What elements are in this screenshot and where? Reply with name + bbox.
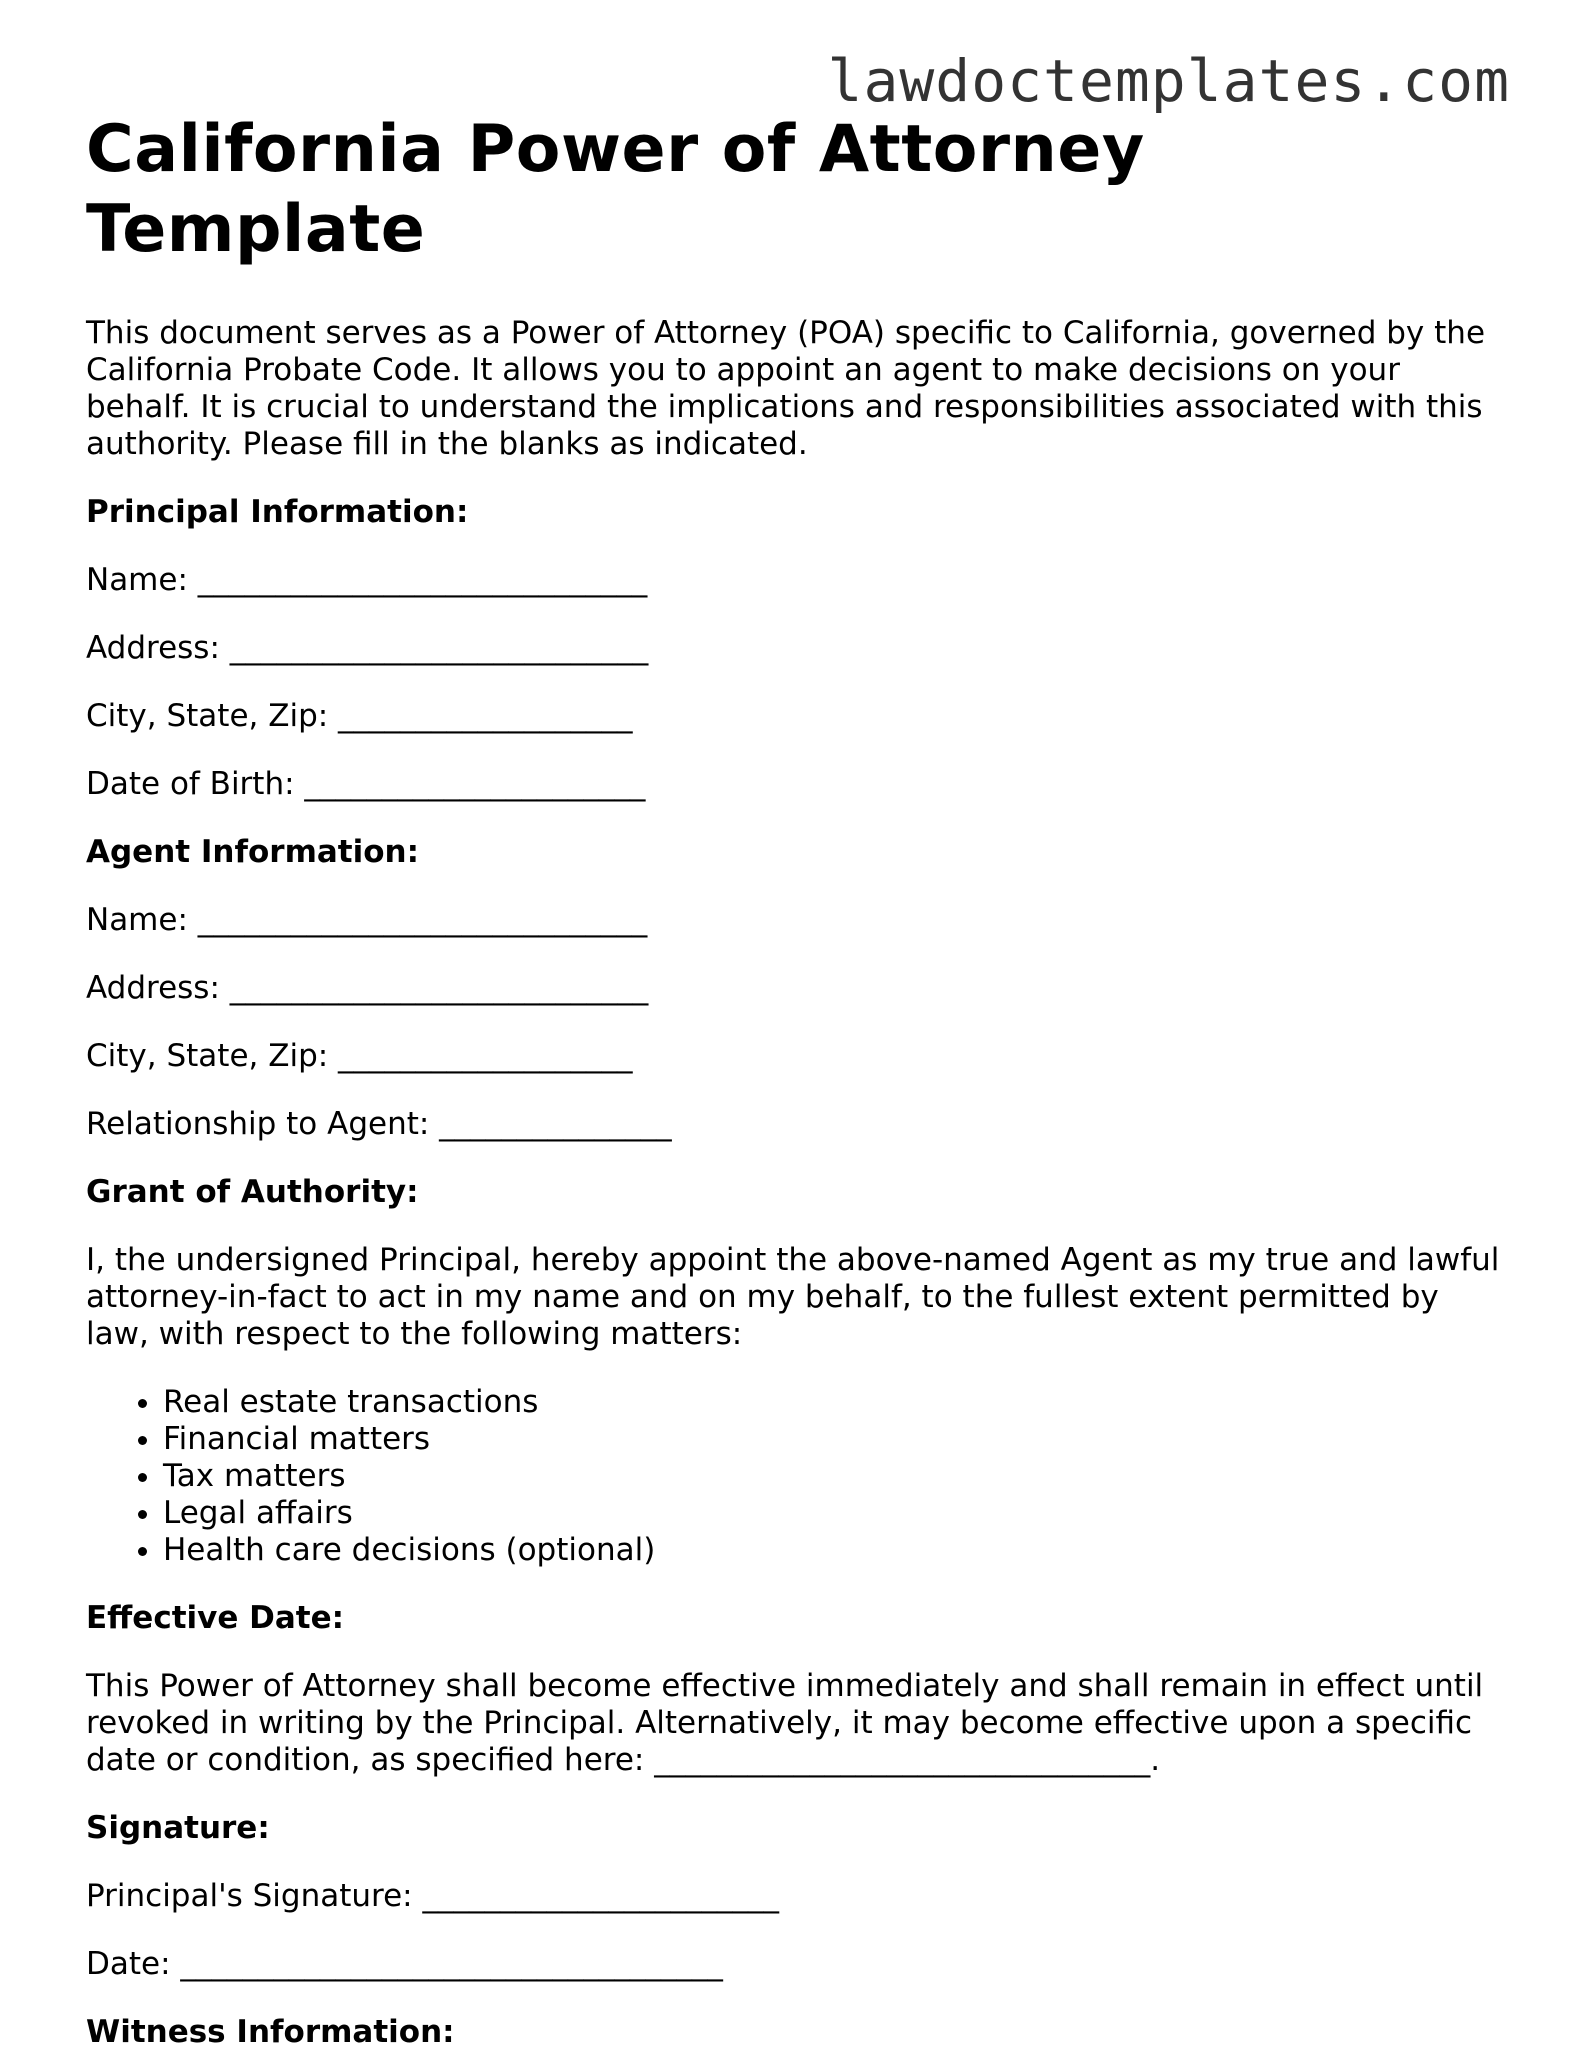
- effective-heading: Effective Date:: [86, 1600, 345, 1636]
- list-item: • Tax matters: [163, 1458, 1506, 1495]
- principal-signature-field: Principal's Signature: _______________________: [86, 1878, 779, 1914]
- grant-paragraph: I, the undersigned Principal, hereby appoint the above-named Agent as my true and lawful attorney-in-fact to act in my name and on my behalf, to the fullest extent permitted by law, with respect to the following matters:: [86, 1242, 1500, 1352]
- site-watermark: lawdoctemplates.com: [827, 47, 1510, 115]
- list-item: • Financial matters: [163, 1421, 1506, 1458]
- agent-heading: Agent Information:: [86, 834, 419, 870]
- agent-relationship-field: Relationship to Agent: _______________: [86, 1106, 672, 1142]
- principal-city-field: City, State, Zip: ___________________: [86, 698, 633, 734]
- principal-heading: Principal Information:: [86, 494, 469, 530]
- list-item: • Health care decisions (optional): [163, 1532, 1506, 1569]
- witness-heading: Witness Information:: [86, 2014, 455, 2050]
- intro-paragraph: This document serves as a Power of Attorney (POA) specific to California, governed by the California Probate Code. It allows you to appoint an agent to make decisions on your behalf. It is crucial to understand the implications and responsibilities associated with this authority. Please fill in the blanks as indicated.: [86, 315, 1486, 462]
- agent-name-field: Name: _____________________________: [86, 902, 648, 938]
- effective-paragraph: This Power of Attorney shall become effective immediately and shall remain in effect until revoked in writing by the Principal. Alternatively, it may become effective upon a specific date or condition, as specified here: ________________________________.: [86, 1668, 1484, 1778]
- principal-address-field: Address: ___________________________: [86, 630, 649, 666]
- list-item: • Legal affairs: [163, 1495, 1506, 1532]
- document-title: California Power of Attorney Template: [86, 112, 1145, 267]
- matters-list: [86, 1384, 1506, 1569]
- agent-city-field: City, State, Zip: ___________________: [86, 1038, 633, 1074]
- signature-date-field: Date: ___________________________________: [86, 1946, 723, 1982]
- document-page: [86, 110, 1506, 2051]
- principal-dob-field: Date of Birth: ______________________: [86, 766, 646, 802]
- agent-address-field: Address: ___________________________: [86, 970, 649, 1006]
- list-item: • Real estate transactions: [163, 1384, 1506, 1421]
- signature-heading: Signature:: [86, 1810, 270, 1846]
- grant-heading: Grant of Authority:: [86, 1174, 419, 1210]
- principal-name-field: Name: _____________________________: [86, 562, 648, 598]
